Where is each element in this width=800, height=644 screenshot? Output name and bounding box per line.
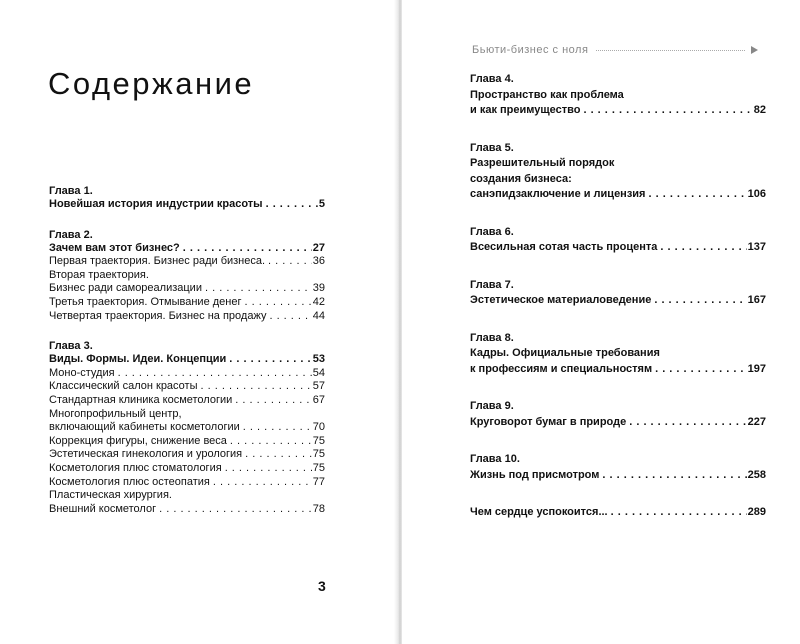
toc-entry-page: 137: [747, 241, 766, 253]
leader-dots: [245, 448, 312, 462]
toc-chapter: [49, 185, 325, 212]
toc-entry-title: Косметология плюс остеопатия: [49, 475, 210, 488]
toc-entry-title: Кадры. Официальные требования: [470, 347, 660, 359]
toc-entry: [49, 462, 325, 476]
toc-entry: [49, 367, 325, 381]
toc-entry-title: Чем сердце успокоится...: [470, 506, 608, 518]
toc-entry: [49, 476, 325, 490]
leader-dots: [229, 353, 311, 367]
toc-entry-title: Круговорот бумаг в природе: [470, 415, 627, 428]
toc-entry-page: 167: [747, 294, 766, 306]
leader-dots: [268, 255, 312, 269]
toc-entry-title: создания бизнеса:: [470, 172, 572, 185]
toc-entry-title: Внешний косметолог: [49, 502, 157, 515]
toc-entry-page: 5: [318, 198, 325, 210]
leader-dots: [583, 103, 752, 119]
toc-entry-page: 53: [312, 353, 325, 366]
toc-entry-title: Всесильная сотая часть процента: [470, 241, 658, 253]
toc-chapter: [470, 452, 766, 483]
toc-entry-title: Жизнь под присмотром: [470, 468, 600, 481]
toc-entry-title: Пространство как проблема: [470, 88, 624, 101]
chapter-label: Глава 7.: [470, 278, 514, 291]
arrow-right-icon: [751, 46, 758, 54]
toc-chapter: [470, 278, 766, 309]
toc-entry-page: 44: [312, 309, 325, 322]
chapter-label: Глава 6.: [470, 225, 514, 238]
toc-entry: [49, 408, 325, 422]
leader-dots: [183, 242, 312, 256]
leader-dots: [654, 293, 746, 309]
toc-entry-page: 67: [312, 393, 325, 406]
toc-entry-page: 39: [312, 282, 325, 295]
chapter-label: Глава 1.: [49, 185, 93, 197]
toc-entry: [49, 310, 325, 324]
toc-entry: [470, 415, 766, 431]
toc-entry-page: 227: [747, 415, 766, 428]
toc-entry-title: Коррекция фигуры, снижение веса: [49, 434, 227, 447]
running-head-title: Бьюти-бизнес с ноля: [472, 44, 589, 56]
toc-entry: [470, 293, 766, 309]
toc-entry: [49, 282, 325, 296]
leader-dots: [230, 435, 312, 449]
toc-entry: [470, 362, 766, 378]
leader-dots: [201, 380, 312, 394]
toc-entry-title: Моно-студия: [49, 366, 115, 379]
toc-entry: [49, 489, 325, 503]
toc-entry-page: 82: [753, 104, 766, 116]
toc-entry-page: 75: [312, 461, 325, 474]
toc-chapter: [470, 141, 766, 203]
leader-dots: [266, 198, 318, 212]
leader-dots: [243, 421, 312, 435]
toc-entry-title: Разрешительный порядок: [470, 157, 615, 169]
toc-entry-page: 36: [312, 255, 325, 268]
toc-entry-page: 57: [312, 380, 325, 393]
toc-entry-page: 106: [747, 188, 766, 200]
chapter-label: Глава 5.: [470, 141, 514, 154]
right-page: [402, 0, 800, 644]
toc-entry-title: Эстетическое материаловедение: [470, 294, 652, 306]
chapter-label: Глава 10.: [470, 453, 520, 465]
toc-entry: [470, 240, 766, 256]
chapter-label: Глава 8.: [470, 331, 514, 344]
toc-entry: [49, 269, 325, 283]
toc-entry-title: Многопрофильный центр,: [49, 407, 182, 420]
chapter-label: Глава 3.: [49, 340, 93, 353]
toc-entry-title: Зачем вам этот бизнес?: [49, 241, 180, 254]
leader-dots: [269, 310, 311, 324]
toc-entry: [470, 187, 766, 203]
toc-entry: [470, 172, 766, 188]
toc-right: [470, 72, 766, 543]
toc-entry: [470, 88, 766, 104]
leader-dots: [602, 468, 746, 484]
running-head-rule: [596, 50, 745, 51]
toc-entry: [49, 503, 325, 517]
toc-entry-page: 75: [312, 434, 325, 447]
chapter-label: Глава 4.: [470, 73, 514, 85]
toc-entry-page: 258: [747, 468, 766, 481]
leader-dots: [235, 394, 311, 408]
running-head: [472, 44, 758, 56]
toc-entry: [49, 380, 325, 394]
toc-entry-title: Косметология плюс стоматология: [49, 461, 222, 474]
toc-entry: [470, 468, 766, 484]
toc-entry-page: 77: [312, 475, 325, 488]
toc-entry-title: Пластическая хирургия.: [49, 489, 172, 502]
toc-entry: [49, 296, 325, 310]
toc-chapter: [470, 72, 766, 119]
left-page: [0, 0, 398, 644]
toc-left: [49, 185, 325, 533]
toc-chapter: [470, 225, 766, 256]
toc-entry: [49, 421, 325, 435]
toc-entry-page: 42: [312, 295, 325, 308]
toc-entry: [49, 394, 325, 408]
toc-entry-title: Виды. Формы. Идеи. Концепции: [49, 353, 227, 366]
toc-entry: [49, 198, 325, 212]
toc-entry-title: Эстетическая гинекология и урология: [49, 448, 243, 461]
leader-dots: [660, 240, 746, 256]
chapter-label: Глава 2.: [49, 228, 93, 241]
toc-entry-title: Новейшая история индустрии красоты: [49, 198, 263, 210]
page-number: 3: [318, 578, 326, 594]
leader-dots: [159, 503, 312, 517]
toc-entry-page: 289: [747, 506, 766, 518]
leader-dots: [629, 415, 746, 431]
toc-chapter: [470, 331, 766, 378]
toc-chapter: [49, 229, 325, 324]
leader-dots: [244, 296, 311, 310]
leader-dots: [648, 187, 746, 203]
toc-chapter: [470, 505, 766, 521]
leader-dots: [225, 462, 312, 476]
toc-entry: [470, 156, 766, 172]
toc-entry-title: включающий кабинеты косметологии: [49, 421, 240, 434]
toc-entry-page: 75: [312, 448, 325, 461]
page-title: Содержание: [48, 66, 255, 101]
toc-entry-title: Классический салон красоты: [49, 380, 198, 393]
toc-entry-title: к профессиям и специальностям: [470, 362, 653, 375]
toc-entry-title: Третья траектория. Отмывание денег: [49, 295, 242, 308]
toc-entry-title: Вторая траектория.: [49, 268, 149, 281]
toc-entry-title: Первая траектория. Бизнес ради бизнеса.: [49, 255, 266, 268]
toc-entry-title: и как преимущество: [470, 104, 581, 116]
toc-entry-title: Четвертая траектория. Бизнес на продажу: [49, 309, 267, 322]
toc-entry-title: Стандартная клиника косметологии: [49, 393, 233, 406]
leader-dots: [205, 282, 312, 296]
toc-entry-page: 54: [312, 366, 325, 379]
toc-entry-page: 78: [312, 502, 325, 515]
toc-entry-title: санэпидзаключение и лицензия: [470, 188, 646, 200]
leader-dots: [213, 476, 312, 490]
leader-dots: [655, 362, 747, 378]
toc-entry: [470, 505, 766, 521]
toc-entry: [49, 448, 325, 462]
chapter-label: Глава 9.: [470, 400, 514, 412]
toc-entry: [470, 346, 766, 362]
toc-entry: [49, 242, 325, 256]
toc-entry: [49, 353, 325, 367]
toc-entry-page: 27: [312, 241, 325, 254]
toc-chapter: [470, 399, 766, 430]
toc-entry-title: Бизнес ради самореализации: [49, 282, 202, 295]
toc-chapter: [49, 340, 325, 516]
leader-dots: [118, 367, 312, 381]
toc-entry-page: 70: [312, 421, 325, 434]
toc-entry: [49, 255, 325, 269]
toc-entry: [470, 103, 766, 119]
toc-entry: [49, 435, 325, 449]
toc-entry-page: 197: [747, 362, 766, 375]
leader-dots: [611, 505, 747, 521]
